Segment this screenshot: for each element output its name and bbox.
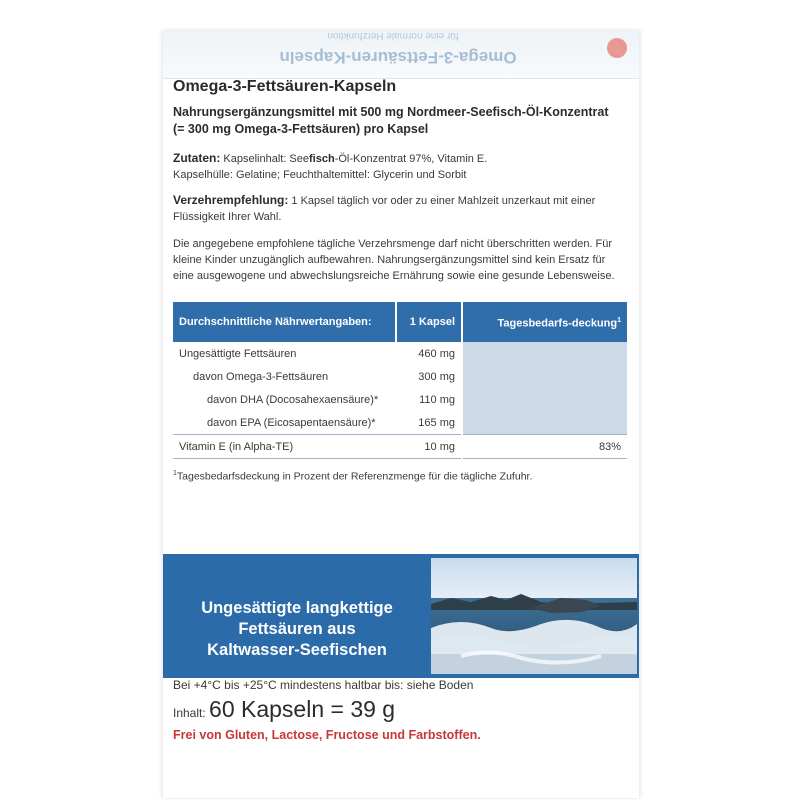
shelf-life: Bei +4°C bis +25°C mindestens haltbar bis: siehe Boden	[173, 678, 474, 692]
package-back	[163, 30, 639, 798]
banner-line-1: Ungesättigte langkettige	[201, 599, 393, 617]
row-pct	[462, 342, 627, 365]
row-pct	[462, 411, 627, 435]
ingredients-allergen: fisch	[309, 153, 335, 165]
ingredients-label: Zutaten:	[173, 151, 221, 165]
banner-text	[169, 598, 425, 661]
table-row	[173, 435, 627, 459]
row-label: davon Omega-3-Fettsäuren	[193, 370, 329, 383]
capsule-shell: Kapselhülle: Gelatine; Feuchthaltemittel: Glycerin und Sorbit	[173, 169, 467, 181]
row-value: 460 mg	[396, 342, 462, 365]
footnote	[173, 470, 532, 483]
ingredients-text-c: -Öl-Konzentrat 97%, Vitamin E.	[334, 153, 488, 165]
row-label: Ungesättigte Fettsäuren	[179, 347, 297, 360]
row-value: 300 mg	[396, 365, 462, 388]
row-label: davon EPA (Eicosapentaensäure)*	[207, 416, 376, 429]
row-pct	[462, 365, 627, 388]
flap-subtext: für eine normale Herzfunktion	[327, 30, 459, 41]
row-label: davon DHA (Docosahexaensäure)*	[207, 393, 379, 406]
row-value: 10 mg	[396, 435, 462, 459]
flap-upside-title: Omega-3-Fettsäuren-Kapseln	[279, 48, 517, 67]
row-pct: 83%	[462, 435, 627, 459]
header-daily-value-sup: 1	[617, 316, 621, 324]
banner-line-3: Kaltwasser-Seefischen	[207, 641, 387, 659]
info-banner	[163, 554, 639, 678]
free-from-statement: Frei von Gluten, Lactose, Fructose und Farbstoffen.	[173, 728, 481, 742]
top-flap	[163, 30, 639, 79]
content-value: 60 Kapseln = 39 g	[209, 696, 396, 722]
ingredients-text-a: Kapselinhalt: See	[220, 153, 309, 165]
table-row	[173, 411, 627, 435]
recommendation	[173, 192, 628, 225]
warning-text: Die angegebene empfohlene tägliche Verzehrsmenge darf nicht überschritten werden. Für kleine Kinder unzugänglich aufbewahren. Nahrungsergänzungsmittel sind kein Ersatz für eine ausgewogene und abwechslungsreiche Ernährung sowie eine gesunde Lebensweise.	[173, 238, 615, 282]
row-label: Vitamin E (in Alpha-TE)	[173, 435, 396, 459]
header-nutrients: Durchschnittliche Nährwertangaben:	[173, 302, 396, 342]
content-label: Inhalt:	[173, 706, 210, 720]
banner-line-2: Fettsäuren aus	[238, 620, 356, 638]
brand-logo-icon	[607, 38, 627, 58]
recommendation-text: 1 Kapsel täglich vor oder zu einer Mahlzeit unzerkaut mit einer Flüssigkeit Ihrer Wahl.	[173, 195, 596, 223]
product-title: Omega-3-Fettsäuren-Kapseln	[173, 78, 397, 95]
footnote-sup: 1	[173, 470, 177, 477]
sea-waves-image	[431, 558, 637, 674]
header-per-capsule: 1 Kapsel	[396, 302, 462, 342]
footnote-text: Tagesbedarfsdeckung in Prozent der Referenzmenge für die tägliche Zufuhr.	[176, 470, 533, 483]
nutrition-table	[173, 302, 627, 459]
product-subtitle: Nahrungsergänzungsmittel mit 500 mg Nordmeer-Seefisch-Öl-Konzentrat (= 300 mg Omega-3-Fettsäuren) pro Kapsel	[173, 105, 609, 136]
table-row	[173, 365, 627, 388]
ingredients	[173, 150, 628, 183]
row-value: 165 mg	[396, 411, 462, 435]
recommendation-label: Verzehrempfehlung:	[173, 193, 289, 207]
row-value: 110 mg	[396, 388, 462, 411]
sea-photo	[431, 558, 637, 674]
row-pct	[462, 388, 627, 411]
table-row	[173, 388, 627, 411]
header-daily-value-text: Tagesbedarfs-deckung	[497, 317, 618, 330]
header-daily-value	[462, 302, 627, 342]
package-content	[173, 696, 395, 723]
table-row	[173, 342, 627, 365]
nutrition-header	[173, 302, 627, 342]
